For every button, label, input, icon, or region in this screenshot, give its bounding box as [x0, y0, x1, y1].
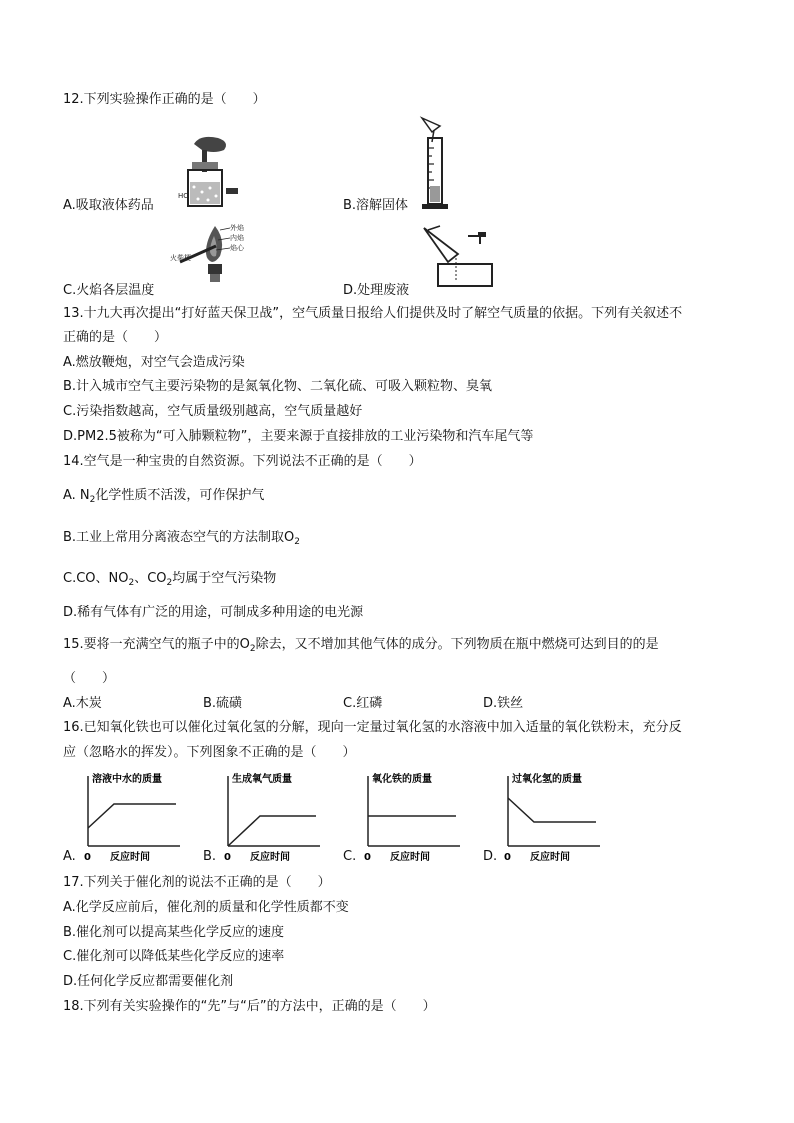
svg-text:HC: HC — [178, 192, 189, 200]
q14-option-b: B.工业上常用分离液态空气的方法制取$O_2$ — [63, 530, 301, 547]
q16-graph-b-ylabel: 生成氧气质量 — [232, 774, 292, 785]
q15-stem-line1: 15.要将一充满空气的瓶子中的$O_2$除去，又不增加其他气体的成分。下列物质在瓶中燃烧可达到目的的是 — [63, 637, 659, 654]
q12-option-d: D.处理废液 — [343, 283, 410, 298]
q16-graph-d-letter: D. — [483, 849, 498, 864]
q12-option-a: A.吸取液体药品 — [63, 198, 154, 213]
q14-option-c: C.CO、$NO_2$、$CO_2$均属于空气污染物 — [63, 571, 277, 588]
q17-stem: 17.下列关于催化剂的说法不正确的是（ ） — [63, 875, 331, 890]
q16-graph-a-xlabel: 反应时间 — [110, 852, 150, 863]
q16-graph-a — [74, 768, 184, 864]
q13-stem-line1: 13.十九大再次提出“打好蓝天保卫战”，空气质量日报给人们提供及时了解空气质量的依据。下列有关叙述不 — [63, 306, 683, 321]
q16-graph-d — [494, 768, 604, 864]
q16-graph-d-xlabel: 反应时间 — [530, 852, 570, 863]
q16-graph-b-letter: B. — [203, 849, 217, 864]
q13-option-c: C.污染指数越高，空气质量级别越高，空气质量越好 — [63, 404, 363, 419]
waste-liquid-figure — [418, 224, 494, 290]
q17-option-d: D.任何化学反应都需要催化剂 — [63, 974, 234, 989]
q13-option-b: B.计入城市空气主要污染物的是氮氧化物、二氧化硫、可吸入颗粒物、臭氧 — [63, 379, 493, 394]
q16-graph-a-ylabel: 溶液中水的质量 — [92, 774, 162, 785]
q14-stem: 14.空气是一种宝贵的自然资源。下列说法不正确的是（ ） — [63, 454, 422, 469]
q16-graph-c — [354, 768, 464, 864]
flame-core-label: 焰心 — [230, 244, 244, 252]
q14-option-a: A. $N_2$化学性质不活泼，可作保护气 — [63, 488, 265, 505]
q13-stem-line2: 正确的是（ ） — [63, 330, 168, 345]
q16-graph-d-curve — [508, 798, 596, 822]
q15-option-a: A.木炭 — [63, 696, 102, 711]
q16-stem-line2: 应（忽略水的挥发）。下列图象不正确的是（ ） — [63, 745, 356, 760]
q12-option-b: B.溶解固体 — [343, 198, 409, 213]
q16-graph-d-ylabel: 过氧化氢的质量 — [512, 774, 582, 785]
graduated-cylinder-figure — [418, 116, 456, 214]
q13-option-d: D.PM2.5被称为“可入肺颗粒物”，主要来源于直接排放的工业污染物和汽车尾气等 — [63, 429, 534, 444]
q15-option-b: B.硫磺 — [203, 696, 243, 711]
q16-graph-c-xlabel: 反应时间 — [390, 852, 430, 863]
q17-option-a: A.化学反应前后，催化剂的质量和化学性质都不变 — [63, 900, 349, 915]
match-label: 火柴梗 — [170, 254, 191, 262]
q12-option-c: C.火焰各层温度 — [63, 283, 155, 298]
dropper-bottle-figure — [178, 132, 240, 210]
q16-graph-c-origin: 0 — [364, 852, 371, 863]
q16-graph-c-letter: C. — [343, 849, 357, 864]
q16-graph-d-origin: 0 — [504, 852, 511, 863]
q16-graph-b-curve — [228, 816, 316, 846]
q16-graph-a-curve — [88, 804, 176, 828]
q15-option-c: C.红磷 — [343, 696, 383, 711]
q14-option-d: D.稀有气体有广泛的用途，可制成多种用途的电光源 — [63, 605, 364, 620]
q17-option-b: B.催化剂可以提高某些化学反应的速度 — [63, 925, 285, 940]
q16-graph-b — [214, 768, 324, 864]
q17-option-c: C.催化剂可以降低某些化学反应的速率 — [63, 949, 285, 964]
q16-stem-line1: 16.已知氧化铁也可以催化过氧化氢的分解，现向一定量过氧化氢的水溶液中加入适量的氧化铁粉末，充分反 — [63, 720, 682, 735]
q15-stem-line2: （ ） — [63, 671, 116, 686]
q15-option-d: D.铁丝 — [483, 696, 524, 711]
q16-graph-a-origin: 0 — [84, 852, 91, 863]
flame-temperature-figure — [170, 222, 250, 284]
q12-stem: 12.下列实验操作正确的是（ ） — [63, 92, 266, 107]
q16-graph-b-origin: 0 — [224, 852, 231, 863]
q18-stem: 18.下列有关实验操作的“先”与“后”的方法中，正确的是（ ） — [63, 999, 436, 1014]
q16-graph-b-xlabel: 反应时间 — [250, 852, 290, 863]
outer-flame-label: 外焰 — [230, 224, 244, 232]
inner-flame-label: 内焰 — [230, 234, 244, 242]
q13-option-a: A.燃放鞭炮，对空气会造成污染 — [63, 355, 245, 370]
q16-graph-c-ylabel: 氧化铁的质量 — [372, 774, 432, 785]
q16-graph-a-letter: A. — [63, 849, 76, 864]
